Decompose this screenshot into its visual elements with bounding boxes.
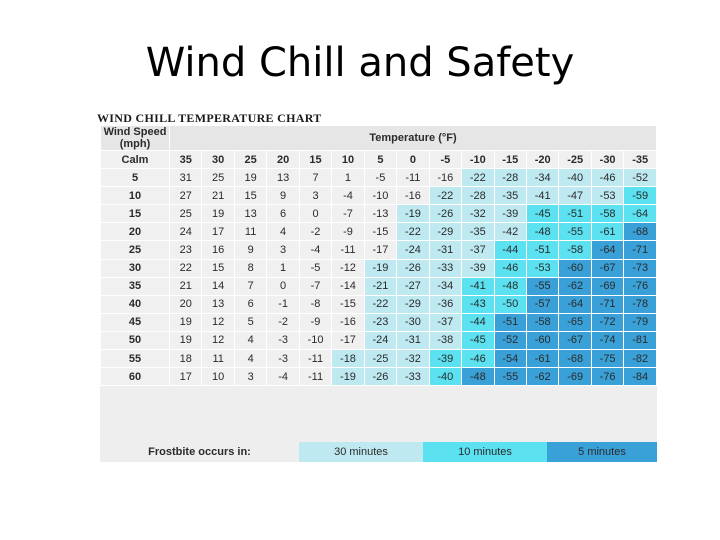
wind-chill-cell: 15 [202, 259, 234, 277]
wind-chill-cell: -53 [526, 259, 558, 277]
calm-row [101, 151, 657, 169]
wind-speed-cell: 15 [101, 205, 170, 223]
wind-chill-cell: -22 [364, 295, 396, 313]
wind-chill-cell: -64 [559, 295, 591, 313]
wind-chill-cell: -9 [299, 313, 331, 331]
wind-chill-cell: -14 [332, 277, 364, 295]
wind-chill-cell: -9 [332, 223, 364, 241]
wind-chill-cell: -11 [397, 169, 429, 187]
wind-chill-cell: 25 [170, 205, 202, 223]
wind-chill-cell: -82 [624, 350, 657, 368]
wind-chill-cell: -2 [267, 313, 299, 331]
wind-chill-cell: -12 [332, 259, 364, 277]
wind-chill-cell: -5 [299, 259, 331, 277]
wind-speed-cell: 25 [101, 241, 170, 259]
wind-chill-cell: 3 [299, 187, 331, 205]
wind-chill-cell: -41 [526, 187, 558, 205]
wind-chill-cell: -39 [429, 350, 461, 368]
wind-chill-cell: -59 [624, 187, 657, 205]
temperature-header-cell: -25 [559, 151, 591, 169]
wind-chill-cell: -26 [397, 259, 429, 277]
wind-speed-cell: 20 [101, 223, 170, 241]
wind-chill-cell: -29 [397, 295, 429, 313]
wind-chill-cell: -26 [364, 368, 396, 386]
wind-chill-cell: -34 [429, 277, 461, 295]
wind-chill-cell: 31 [170, 169, 202, 187]
wind-chill-cell: -18 [332, 350, 364, 368]
wind-chill-cell: -52 [494, 331, 526, 349]
table-row [101, 368, 657, 386]
temperature-header-cell: -15 [494, 151, 526, 169]
wind-chill-cell: -67 [591, 259, 623, 277]
wind-chill-cell: -58 [526, 313, 558, 331]
wind-chill-cell: -81 [624, 331, 657, 349]
wind-chill-cell: -46 [462, 350, 494, 368]
wind-chill-cell: 19 [170, 313, 202, 331]
wind-chill-cell: -55 [526, 277, 558, 295]
wind-chill-cell: -57 [526, 295, 558, 313]
wind-chill-cell: -36 [429, 295, 461, 313]
wind-chill-cell: -11 [299, 350, 331, 368]
wind-chill-cell: 22 [170, 259, 202, 277]
wind-chill-cell: 17 [202, 223, 234, 241]
wind-chill-cell: -33 [429, 259, 461, 277]
wind-chill-cell: 6 [267, 205, 299, 223]
wind-chill-cell: 27 [170, 187, 202, 205]
wind-chill-cell: -37 [462, 241, 494, 259]
wind-chill-cell: -7 [332, 205, 364, 223]
wind-chill-cell: 13 [202, 295, 234, 313]
wind-chill-cell: -22 [429, 187, 461, 205]
wind-chill-cell: -45 [526, 205, 558, 223]
temperature-header-cell: -35 [624, 151, 657, 169]
wind-chill-cell: -46 [494, 259, 526, 277]
wind-chill-cell: -76 [591, 368, 623, 386]
wind-chill-cell: -37 [429, 313, 461, 331]
wind-chill-cell: -16 [397, 187, 429, 205]
wind-chill-cell: -1 [267, 295, 299, 313]
wind-chill-cell: -41 [462, 277, 494, 295]
wind-chill-cell: 1 [332, 169, 364, 187]
wind-chill-cell: -35 [462, 223, 494, 241]
temperature-header-cell: 25 [234, 151, 266, 169]
wind-chill-cell: -15 [364, 223, 396, 241]
temperature-header-cell: 5 [364, 151, 396, 169]
wind-speed-cell: 10 [101, 187, 170, 205]
wind-chill-cell: 11 [234, 223, 266, 241]
wind-chill-cell: -8 [299, 295, 331, 313]
wind-chill-cell: -13 [364, 205, 396, 223]
wind-chill-cell: 3 [234, 368, 266, 386]
wind-chill-cell: 4 [234, 331, 266, 349]
table-row [101, 241, 657, 259]
wind-chill-cell: 0 [267, 277, 299, 295]
wind-chill-cell: 4 [267, 223, 299, 241]
table-row [101, 295, 657, 313]
wind-chill-cell: 7 [299, 169, 331, 187]
wind-chill-cell: -48 [494, 277, 526, 295]
wind-chill-cell: -48 [462, 368, 494, 386]
wind-chill-cell: 4 [234, 350, 266, 368]
wind-chill-cell: -44 [462, 313, 494, 331]
wind-chill-cell: 23 [170, 241, 202, 259]
wind-chill-cell: 7 [234, 277, 266, 295]
wind-chill-table [100, 125, 657, 386]
chart-heading: WIND CHILL TEMPERATURE CHART [97, 111, 322, 125]
wind-chill-cell: -4 [332, 187, 364, 205]
table-row [101, 205, 657, 223]
wind-chill-cell: 0 [299, 205, 331, 223]
wind-chill-cell: -55 [559, 223, 591, 241]
wind-chill-cell: -11 [332, 241, 364, 259]
temperature-header-cell: 35 [170, 151, 202, 169]
wind-chill-cell: -4 [267, 368, 299, 386]
legend-label: Frostbite occurs in: [100, 442, 299, 462]
wind-speed-cell: 55 [101, 350, 170, 368]
temperature-header-cell: 15 [299, 151, 331, 169]
wind-speed-cell: 50 [101, 331, 170, 349]
wind-chill-cell: -34 [526, 169, 558, 187]
legend-30-minutes: 30 minutes [299, 442, 423, 462]
wind-chill-cell: -31 [429, 241, 461, 259]
wind-chill-cell: -22 [462, 169, 494, 187]
wind-speed-header: Wind Speed (mph) [101, 126, 170, 151]
wind-chill-cell: -54 [494, 350, 526, 368]
table-row [101, 313, 657, 331]
wind-chill-cell: -79 [624, 313, 657, 331]
wind-chill-cell: -23 [364, 313, 396, 331]
wind-chill-cell: 9 [267, 187, 299, 205]
calm-label: Calm [101, 151, 170, 169]
wind-chill-cell: -25 [364, 350, 396, 368]
wind-chill-cell: -32 [397, 350, 429, 368]
wind-chill-cell: -27 [397, 277, 429, 295]
wind-chill-cell: -44 [494, 241, 526, 259]
wind-chill-cell: 16 [202, 241, 234, 259]
wind-chill-cell: 19 [234, 169, 266, 187]
table-row [101, 169, 657, 187]
wind-speed-cell: 5 [101, 169, 170, 187]
wind-chill-cell: -50 [494, 295, 526, 313]
wind-chill-cell: -84 [624, 368, 657, 386]
wind-chill-cell: 9 [234, 241, 266, 259]
wind-chill-cell: 20 [170, 295, 202, 313]
table-row [101, 350, 657, 368]
wind-chill-cell: -64 [591, 241, 623, 259]
wind-chill-cell: -43 [462, 295, 494, 313]
wind-chill-cell: 14 [202, 277, 234, 295]
wind-chill-cell: -42 [494, 223, 526, 241]
wind-chill-cell: -75 [591, 350, 623, 368]
wind-chill-cell: -55 [494, 368, 526, 386]
wind-chill-cell: -69 [591, 277, 623, 295]
wind-chill-cell: -15 [332, 295, 364, 313]
wind-chill-cell: 12 [202, 313, 234, 331]
wind-chill-cell: -52 [624, 169, 657, 187]
wind-chill-cell: -10 [364, 187, 396, 205]
wind-chill-cell: -39 [494, 205, 526, 223]
wind-chill-cell: -72 [591, 313, 623, 331]
wind-chill-cell: -45 [462, 331, 494, 349]
wind-chill-cell: -33 [397, 368, 429, 386]
wind-speed-cell: 30 [101, 259, 170, 277]
wind-chill-cell: -47 [559, 187, 591, 205]
wind-speed-cell: 45 [101, 313, 170, 331]
wind-chill-cell: -21 [364, 277, 396, 295]
temperature-header-cell: 20 [267, 151, 299, 169]
temperature-header-cell: -10 [462, 151, 494, 169]
wind-chill-chart [100, 125, 657, 462]
wind-chill-cell: 21 [170, 277, 202, 295]
wind-chill-cell: -19 [364, 259, 396, 277]
wind-chill-cell: -40 [559, 169, 591, 187]
wind-chill-cell: -68 [624, 223, 657, 241]
wind-chill-cell: -69 [559, 368, 591, 386]
table-row [101, 187, 657, 205]
wind-chill-cell: -51 [526, 241, 558, 259]
wind-chill-cell: 13 [234, 205, 266, 223]
temperature-header-cell: -20 [526, 151, 558, 169]
wind-chill-cell: 13 [267, 169, 299, 187]
wind-chill-body [101, 169, 657, 386]
wind-chill-cell: -62 [559, 277, 591, 295]
wind-chill-cell: -60 [559, 259, 591, 277]
wind-chill-cell: -26 [429, 205, 461, 223]
wind-chill-cell: -3 [267, 350, 299, 368]
wind-chill-cell: -28 [462, 187, 494, 205]
wind-chill-cell: -68 [559, 350, 591, 368]
wind-chill-cell: -10 [299, 331, 331, 349]
wind-chill-cell: 5 [234, 313, 266, 331]
wind-chill-cell: 8 [234, 259, 266, 277]
wind-chill-cell: -24 [397, 241, 429, 259]
wind-chill-cell: -51 [494, 313, 526, 331]
frostbite-legend [100, 442, 657, 462]
wind-chill-cell: -19 [397, 205, 429, 223]
wind-speed-cell: 35 [101, 277, 170, 295]
temperature-header: Temperature (°F) [170, 126, 657, 151]
table-row [101, 277, 657, 295]
wind-chill-cell: -17 [332, 331, 364, 349]
wind-chill-cell: 1 [267, 259, 299, 277]
wind-chill-cell: 24 [170, 223, 202, 241]
wind-chill-cell: -16 [332, 313, 364, 331]
wind-chill-cell: -48 [526, 223, 558, 241]
wind-chill-cell: -38 [429, 331, 461, 349]
wind-chill-cell: -46 [591, 169, 623, 187]
temperature-header-cell: 0 [397, 151, 429, 169]
wind-chill-cell: -61 [526, 350, 558, 368]
wind-chill-cell: 21 [202, 187, 234, 205]
slide-title: Wind Chill and Safety [145, 40, 575, 86]
wind-chill-cell: -22 [397, 223, 429, 241]
wind-chill-cell: 18 [170, 350, 202, 368]
wind-chill-cell: -5 [364, 169, 396, 187]
wind-chill-cell: -65 [559, 313, 591, 331]
wind-chill-cell: -58 [591, 205, 623, 223]
wind-chill-cell: -78 [624, 295, 657, 313]
wind-chill-cell: -64 [624, 205, 657, 223]
wind-chill-cell: -71 [624, 241, 657, 259]
legend-10-minutes: 10 minutes [423, 442, 547, 462]
wind-chill-cell: -61 [591, 223, 623, 241]
wind-chill-cell: 25 [202, 169, 234, 187]
temperature-header-cell: 30 [202, 151, 234, 169]
wind-chill-cell: -51 [559, 205, 591, 223]
wind-chill-cell: -19 [332, 368, 364, 386]
table-row [101, 331, 657, 349]
temperature-header-cell: -5 [429, 151, 461, 169]
wind-chill-cell: -11 [299, 368, 331, 386]
wind-chill-cell: 10 [202, 368, 234, 386]
wind-chill-cell: -29 [429, 223, 461, 241]
wind-chill-cell: 6 [234, 295, 266, 313]
wind-chill-cell: -40 [429, 368, 461, 386]
wind-chill-cell: -35 [494, 187, 526, 205]
temperature-header-cell: -30 [591, 151, 623, 169]
wind-chill-cell: 15 [234, 187, 266, 205]
wind-chill-cell: 12 [202, 331, 234, 349]
wind-chill-cell: 3 [267, 241, 299, 259]
wind-chill-cell: -73 [624, 259, 657, 277]
wind-chill-cell: -53 [591, 187, 623, 205]
wind-chill-cell: -67 [559, 331, 591, 349]
wind-chill-cell: 19 [202, 205, 234, 223]
wind-chill-cell: -24 [364, 331, 396, 349]
wind-chill-cell: -30 [397, 313, 429, 331]
wind-chill-cell: -17 [364, 241, 396, 259]
table-row [101, 223, 657, 241]
wind-speed-cell: 40 [101, 295, 170, 313]
wind-chill-cell: -60 [526, 331, 558, 349]
wind-chill-cell: -28 [494, 169, 526, 187]
wind-chill-cell: -32 [462, 205, 494, 223]
wind-chill-cell: -58 [559, 241, 591, 259]
wind-chill-cell: -7 [299, 277, 331, 295]
wind-chill-cell: 17 [170, 368, 202, 386]
wind-chill-cell: -76 [624, 277, 657, 295]
wind-chill-cell: -39 [462, 259, 494, 277]
wind-chill-cell: -31 [397, 331, 429, 349]
wind-chill-cell: 11 [202, 350, 234, 368]
temperature-header-cell: 10 [332, 151, 364, 169]
wind-chill-cell: -16 [429, 169, 461, 187]
wind-chill-cell: -74 [591, 331, 623, 349]
legend-5-minutes: 5 minutes [547, 442, 657, 462]
wind-chill-cell: -71 [591, 295, 623, 313]
wind-chill-cell: -4 [299, 241, 331, 259]
wind-chill-cell: 19 [170, 331, 202, 349]
wind-chill-cell: -3 [267, 331, 299, 349]
wind-speed-cell: 60 [101, 368, 170, 386]
wind-chill-cell: -62 [526, 368, 558, 386]
table-row [101, 259, 657, 277]
wind-chill-cell: -2 [299, 223, 331, 241]
